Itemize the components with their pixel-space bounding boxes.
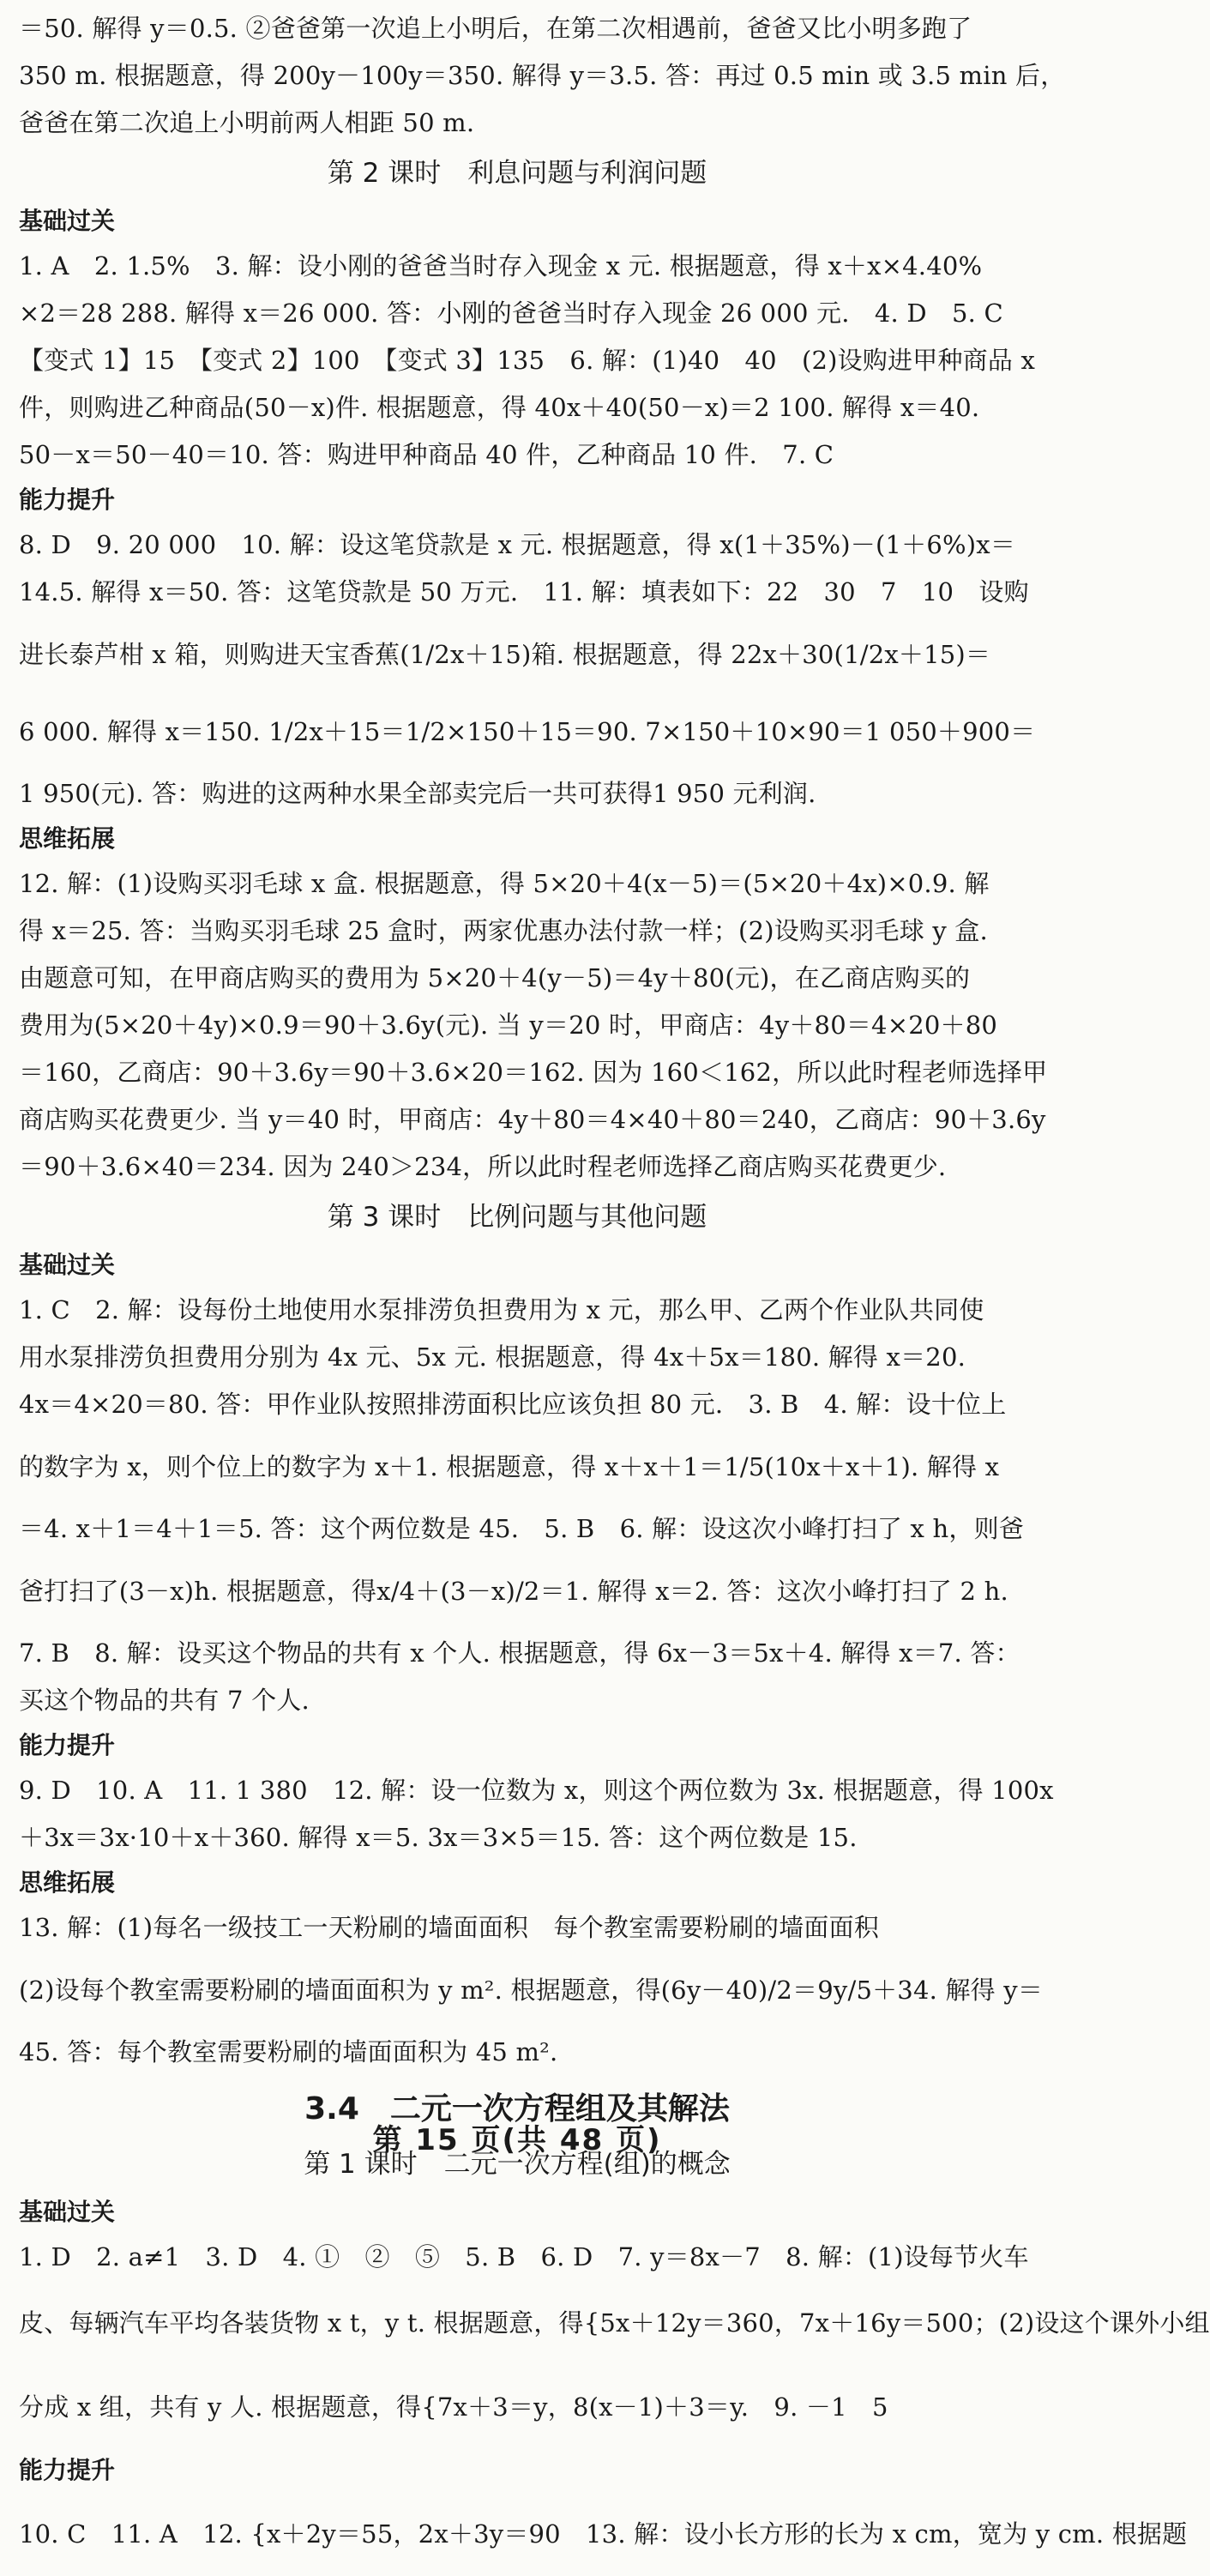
section-heading: 思维拓展: [19, 1868, 116, 1897]
lesson-title: 第 3 课时 比例问题与其他问题: [327, 1202, 707, 1233]
answer-line: 1. A 2. 1.5% 3. 解：设小刚的爸爸当时存入现金 x 元. 根据题意，得 x＋x×4.40%: [19, 251, 983, 281]
section-heading: 能力提升: [19, 486, 116, 514]
section-heading: 基础过关: [19, 207, 116, 235]
answer-line: 皮、每辆汽车平均各装货物 x t，y t. 根据题意，得{5x＋12y＝360，7x＋16y＝500；(2)设这个课外小组: [19, 2308, 1210, 2338]
section-heading: 能力提升: [19, 2456, 116, 2484]
answer-line: 10. C 11. A 12. {x＋2y＝55，2x＋3y＝90 13. 解：设小长方形的长为 x cm，宽为 y cm. 根据题: [19, 2519, 1188, 2549]
answer-line: ＝160，乙商店：90＋3.6y＝90＋3.6×20＝162. 因为 160＜162，所以此时程老师选择甲: [19, 1058, 1048, 1087]
answer-line: ＋3x＝3x·10＋x＋360. 解得 x＝5. 3x＝3×5＝15. 答：这个两位数是 15.: [19, 1823, 858, 1852]
answer-line: 费用为(5×20＋4y)×0.9＝90＋3.6y(元). 当 y＝20 时，甲商店：4y＋80＝4×20＋80: [19, 1010, 998, 1040]
answer-line: 8. D 9. 20 000 10. 解：设这笔贷款是 x 元. 根据题意，得 x(1＋35%)－(1＋6%)x＝: [19, 530, 1016, 559]
section-heading: 能力提升: [19, 1731, 116, 1759]
answer-line: 1 950(元). 答：购进的这两种水果全部卖完后一共可获得1 950 元利润.: [19, 779, 816, 808]
answer-line: ＝50. 解得 y＝0.5. ②爸爸第一次追上小明后，在第二次相遇前，爸爸又比小明多跑了: [19, 14, 972, 43]
section-heading: 基础过关: [19, 1251, 116, 1279]
section-heading: 基础过关: [19, 2198, 116, 2226]
answer-line: 1. D 2. a≠1 3. D 4. ① ② ⑤ 5. B 6. D 7. y＝8x－7 8. 解：(1)设每节火车: [19, 2242, 1029, 2271]
answer-line: ＝4. x＋1＝4＋1＝5. 答：这个两位数是 45. 5. B 6. 解：设这次小峰打扫了 x h，则爸: [19, 1514, 1024, 1543]
answer-line: 分成 x 组，共有 y 人. 根据题意，得{7x＋3＝y，8(x－1)＋3＝y. 9. －1 5: [19, 2392, 888, 2422]
answer-line: ＝90＋3.6×40＝234. 因为 240＞234，所以此时程老师选择乙商店购买花费更少.: [19, 1152, 947, 1181]
answer-line: 进长泰芦柑 x 箱，则购进天宝香蕉(1/2x＋15)箱. 根据题意，得 22x＋30(1/2x＋15)＝: [19, 640, 991, 669]
lesson-title: 第 1 课时 二元一次方程(组)的概念: [304, 2149, 731, 2180]
answer-line: 买这个物品的共有 7 个人.: [19, 1686, 310, 1715]
chapter-section-title: 3.4 二元一次方程组及其解法: [304, 2091, 730, 2127]
answer-line: 的数字为 x，则个位上的数字为 x＋1. 根据题意，得 x＋x＋1＝1/5(10x＋x＋1). 解得 x: [19, 1452, 1000, 1481]
answer-line: 【变式 1】15 【变式 2】100 【变式 3】135 6. 解：(1)40 40 (2)设购进甲种商品 x: [19, 346, 1036, 375]
answer-line: 45. 答：每个教室需要粉刷的墙面面积为 45 m².: [19, 2037, 558, 2066]
answer-line: 爸打扫了(3－x)h. 根据题意，得x/4＋(3－x)/2＝1. 解得 x＝2. 答：这次小峰打扫了 2 h.: [19, 1577, 1008, 1606]
answer-line: (2)设每个教室需要粉刷的墙面面积为 y m². 根据题意，得(6y－40)/2＝9y/5＋34. 解得 y＝: [19, 1976, 1044, 2005]
answer-line: 13. 解：(1)每名一级技工一天粉刷的墙面面积 每个教室需要粉刷的墙面面积: [19, 1913, 880, 1942]
answer-line: 6 000. 解得 x＝150. 1/2x＋15＝1/2×150＋15＝90. 7×150＋10×90＝1 050＋900＝: [19, 717, 1036, 746]
lesson-title: 第 2 课时 利息问题与利润问题: [327, 158, 707, 189]
page-footer: 第 15 页(共 48 页): [372, 2123, 662, 2157]
answer-line: 4x＝4×20＝80. 答：甲作业队按照排涝面积比应该负担 80 元. 3. B 4. 解：设十位上: [19, 1390, 1007, 1419]
answer-line: 14.5. 解得 x＝50. 答：这笔贷款是 50 万元. 11. 解：填表如下：22 30 7 10 设购: [19, 577, 1029, 606]
answer-line: 7. B 8. 解：设买这个物品的共有 x 个人. 根据题意，得 6x－3＝5x＋4. 解得 x＝7. 答：: [19, 1638, 1020, 1668]
answer-content: [19, 5, 1210, 2576]
answer-line: 12. 解：(1)设购买羽毛球 x 盒. 根据题意，得 5×20＋4(x－5)＝(5×20＋4x)×0.9. 解: [19, 869, 990, 898]
answer-line: 350 m. 根据题意，得 200y－100y＝350. 解得 y＝3.5. 答：再过 0.5 min 或 3.5 min 后，: [19, 61, 1066, 90]
answer-line: 由题意可知，在甲商店购买的费用为 5×20＋4(y－5)＝4y＋80(元)，在乙商店购买的: [19, 963, 971, 992]
section-heading: 思维拓展: [19, 824, 116, 853]
answer-line: ×2＝28 288. 解得 x＝26 000. 答：小刚的爸爸当时存入现金 26 000 元. 4. D 5. C: [19, 299, 1003, 328]
answer-line: 50－x＝50－40＝10. 答：购进甲种商品 40 件，乙种商品 10 件. 7. C: [19, 440, 834, 469]
answer-line: 爸爸在第二次追上小明前两人相距 50 m.: [19, 108, 475, 137]
answer-line: 用水泵排涝负担费用分别为 4x 元、5x 元. 根据题意，得 4x＋5x＝180. 解得 x＝20.: [19, 1342, 966, 1372]
answer-line: 商店购买花费更少. 当 y＝40 时，甲商店：4y＋80＝4×40＋80＝240，乙商店：90＋3.6y: [19, 1105, 1046, 1134]
answer-line: 9. D 10. A 11. 1 380 12. 解：设一位数为 x，则这个两位数为 3x. 根据题意，得 100x: [19, 1776, 1054, 1805]
answer-line: 1. C 2. 解：设每份土地使用水泵排涝负担费用为 x 元，那么甲、乙两个作业队共同使: [19, 1295, 984, 1324]
answer-line: 得 x＝25. 答：当购买羽毛球 25 盒时，两家优惠办法付款一样；(2)设购买羽毛球 y 盒.: [19, 916, 988, 945]
answer-line: 件，则购进乙种商品(50－x)件. 根据题意，得 40x＋40(50－x)＝2 100. 解得 x＝40.: [19, 393, 980, 422]
